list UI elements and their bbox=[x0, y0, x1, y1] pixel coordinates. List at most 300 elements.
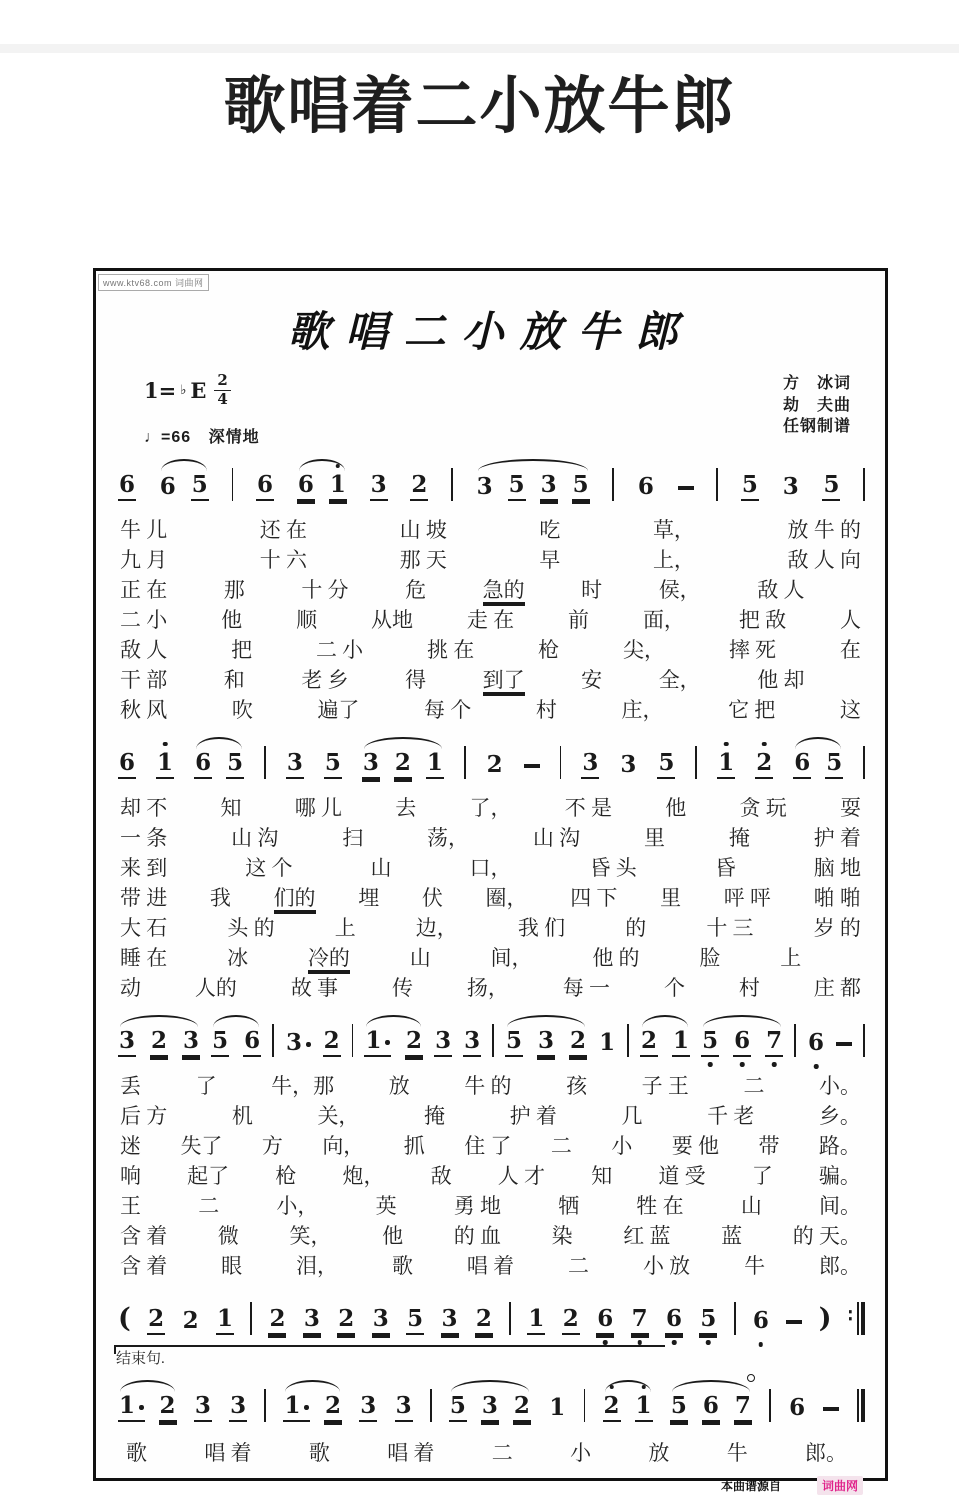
lyric-segment: 丢 bbox=[120, 1073, 141, 1098]
lyric-segment: 山 坡 bbox=[399, 517, 447, 542]
lyric-segment: 了 bbox=[751, 1163, 773, 1188]
lyric-segment: 吹 bbox=[231, 697, 253, 722]
lyric-underlined: 急的 bbox=[482, 577, 525, 602]
lyric-segment: 孩 bbox=[566, 1073, 588, 1098]
lyric-segment: 岁 的 bbox=[813, 915, 861, 940]
lyric-segment: 路。 bbox=[818, 1133, 861, 1158]
lyric-segment: 牺 bbox=[558, 1193, 580, 1218]
bar-line bbox=[734, 1302, 736, 1335]
duration-dash bbox=[678, 486, 694, 489]
lyric-segment: 一 条 bbox=[120, 825, 168, 850]
music-note: 6 bbox=[665, 1307, 683, 1335]
lyrics-block-3 bbox=[104, 1061, 877, 1281]
music-note: 6 bbox=[789, 1393, 806, 1421]
lyric-segment: 牛 bbox=[726, 1440, 748, 1465]
lyric-segment: 里 bbox=[643, 825, 665, 850]
note-group bbox=[793, 748, 843, 779]
final-bar-line bbox=[857, 1389, 865, 1422]
page-title: 歌唱着二小放牛郎 bbox=[223, 72, 736, 141]
music-note: 1 bbox=[599, 1028, 616, 1056]
lyric-segment: 扫 bbox=[342, 825, 364, 850]
lyric-segment: 二 bbox=[743, 1073, 765, 1098]
music-note: 6 bbox=[256, 473, 274, 501]
lyric-segment: 含 着 bbox=[120, 1253, 168, 1278]
music-note: 1 bbox=[118, 1394, 145, 1422]
lyric-segment: 唱 着 bbox=[387, 1440, 435, 1465]
music-note: 6 bbox=[118, 751, 136, 779]
lyric-segment: 上 bbox=[334, 915, 356, 940]
music-note: 1 bbox=[635, 1394, 653, 1422]
music-note: 3 bbox=[286, 751, 304, 779]
music-note: 6 bbox=[702, 1394, 720, 1422]
music-note: 3 bbox=[434, 1029, 452, 1057]
lyric-segment: 来 到 bbox=[120, 855, 168, 880]
music-note: 3 bbox=[540, 473, 558, 501]
lyric-segment: 顺 bbox=[296, 607, 318, 632]
lyric-segment: 牛 儿 bbox=[120, 517, 168, 542]
music-note: 3 bbox=[372, 1307, 390, 1335]
bar-line bbox=[492, 1024, 494, 1057]
lyric-segment: 前 bbox=[568, 607, 590, 632]
music-note: 5 bbox=[508, 473, 526, 501]
music-note: 3 bbox=[441, 1307, 459, 1335]
lyric-segment: 呯 呯 bbox=[723, 885, 771, 910]
lyric-segment: 草， bbox=[652, 517, 695, 542]
music-note: 1 bbox=[283, 1394, 310, 1422]
bar-line bbox=[264, 1389, 266, 1422]
music-note: 5 bbox=[406, 1307, 424, 1335]
octave-dot-above bbox=[609, 1385, 614, 1390]
music-note: 5 bbox=[657, 751, 675, 779]
lyric-segment: 脸 bbox=[699, 945, 721, 970]
augmentation-dot bbox=[306, 1042, 311, 1047]
lyric-segment: 十 三 bbox=[706, 915, 754, 940]
lyric-segment: 得 bbox=[405, 667, 427, 692]
music-note: 3 bbox=[581, 751, 599, 779]
octave-dot-below bbox=[772, 1062, 777, 1067]
meta-row bbox=[104, 359, 877, 447]
lyric-row bbox=[120, 635, 861, 665]
octave-dot-below bbox=[706, 1340, 711, 1345]
lyric-segment: 遍了 bbox=[317, 697, 360, 722]
lyric-segment: 大 石 bbox=[120, 915, 168, 940]
music-note: 1 bbox=[329, 473, 347, 501]
lyric-segment: 二 bbox=[491, 1440, 513, 1465]
lyric-segment: 贪 玩 bbox=[739, 795, 787, 820]
lyric-segment: 后 方 bbox=[120, 1103, 168, 1128]
lyric-segment: 人 才 bbox=[497, 1163, 546, 1188]
duration-dash bbox=[524, 764, 540, 767]
lyric-segment: 把 敌 bbox=[738, 607, 787, 632]
lyric-segment: 他 bbox=[382, 1223, 404, 1248]
lyric-segment: 小， bbox=[276, 1193, 319, 1218]
lyric-segment: 他 的 bbox=[592, 945, 640, 970]
flat-sign: ♭ bbox=[180, 382, 187, 398]
lyric-segment: 尖， bbox=[622, 637, 665, 662]
lyric-segment: 骗。 bbox=[818, 1163, 861, 1188]
ending-label: 结束句. bbox=[116, 1350, 165, 1367]
music-note: 1 bbox=[156, 751, 174, 779]
lyric-segment: 头 的 bbox=[227, 915, 275, 940]
music-note: 6 bbox=[733, 1029, 751, 1057]
lyric-row bbox=[120, 1161, 861, 1191]
music-note: 3 bbox=[370, 473, 388, 501]
lyric-segment: 口， bbox=[469, 855, 512, 880]
music-note: 1 bbox=[672, 1029, 690, 1057]
augmentation-dot bbox=[304, 1405, 309, 1410]
music-note: 3 bbox=[285, 1031, 312, 1057]
lyrics-block-1 bbox=[104, 505, 877, 725]
music-note: 3 bbox=[229, 1394, 247, 1422]
lyric-segment: 护 着 bbox=[813, 825, 861, 850]
lyric-segment: 那 天 bbox=[399, 547, 447, 572]
lyric-segment: 上 bbox=[780, 945, 802, 970]
lyricist-credit: 方 冰词 bbox=[782, 375, 851, 392]
lyric-segment: 染 bbox=[551, 1223, 573, 1248]
lyric-segment: 村 bbox=[535, 697, 557, 722]
music-note: 5 bbox=[741, 473, 759, 501]
lyric-segment: 吃 bbox=[539, 517, 561, 542]
music-note: 6 bbox=[194, 751, 212, 779]
lyric-segment: 王 bbox=[120, 1193, 141, 1218]
lyric-segment: 的 血 bbox=[453, 1223, 501, 1248]
music-note: 5 bbox=[191, 473, 209, 501]
music-note: 5 bbox=[449, 1394, 467, 1422]
bar-line bbox=[232, 468, 234, 501]
bar-line bbox=[250, 1302, 252, 1335]
music-note: 3 bbox=[395, 1394, 413, 1422]
music-note: 2 bbox=[159, 1394, 177, 1422]
lyric-segment: 了， bbox=[469, 795, 512, 820]
lyric-segment: 干 部 bbox=[120, 667, 168, 692]
lyric-segment: 传 bbox=[391, 975, 413, 1000]
bar-line bbox=[863, 468, 865, 501]
time-signature: $\frac{2}{4}$ bbox=[214, 373, 230, 408]
lyric-row bbox=[120, 883, 861, 913]
lyric-underlined: 到了 bbox=[482, 667, 525, 692]
bar-line bbox=[509, 1302, 511, 1335]
music-note: 3 bbox=[362, 751, 380, 779]
lyric-segment: 歌 bbox=[391, 1253, 413, 1278]
lyric-row bbox=[120, 665, 861, 695]
music-note: 3 bbox=[359, 1394, 377, 1422]
bar-line bbox=[769, 1389, 771, 1422]
lyric-segment: 机 bbox=[231, 1103, 253, 1128]
lyric-segment: 放 bbox=[388, 1073, 410, 1098]
music-note: 1 bbox=[364, 1029, 391, 1057]
lyric-segment: 小。 bbox=[819, 1073, 861, 1098]
lyric-row bbox=[120, 1071, 861, 1101]
music-note: 3 bbox=[194, 1394, 212, 1422]
open-paren: ( bbox=[118, 1302, 131, 1334]
lyric-segment: 千 老 bbox=[707, 1103, 755, 1128]
lyric-row bbox=[120, 1221, 861, 1251]
music-note: 2 bbox=[337, 1307, 355, 1335]
note-group bbox=[505, 1026, 587, 1057]
lyric-segment: 知 bbox=[220, 795, 242, 820]
lyric-segment: 牛，那 bbox=[271, 1073, 335, 1098]
lyric-segment: 笑， bbox=[289, 1223, 332, 1248]
lyric-segment: 几 bbox=[621, 1103, 643, 1128]
music-note: 7 bbox=[631, 1307, 649, 1335]
music-note: 6 bbox=[752, 1309, 770, 1335]
lyric-segment: 失了 bbox=[180, 1133, 223, 1158]
music-note: 2 bbox=[640, 1029, 658, 1057]
expression-mark: 深情地 bbox=[208, 428, 260, 446]
notation-line-5 bbox=[104, 1368, 877, 1426]
lyric-segment: 上， bbox=[652, 547, 695, 572]
lyric-segment: 山 沟 bbox=[231, 825, 279, 850]
lyric-segment: 唱 着 bbox=[204, 1440, 252, 1465]
lyric-segment: 泪， bbox=[296, 1253, 339, 1278]
lyric-segment: 不 是 bbox=[564, 795, 612, 820]
lyric-segment: 安 bbox=[581, 667, 603, 692]
lyric-segment: 要 他 bbox=[671, 1133, 719, 1158]
lyric-row bbox=[120, 1101, 861, 1131]
music-note: 2 bbox=[150, 1029, 168, 1057]
lyric-row bbox=[120, 695, 861, 725]
music-note: 2 bbox=[486, 750, 503, 778]
lyric-segment: 正 在 bbox=[120, 577, 168, 602]
lyric-row bbox=[120, 913, 861, 943]
bar-line bbox=[612, 468, 614, 501]
repeat-dots: ∶ bbox=[847, 1304, 853, 1327]
music-note: 5 bbox=[699, 1307, 717, 1335]
music-note: 2 bbox=[569, 1029, 587, 1057]
notation-line-3 bbox=[104, 1003, 877, 1061]
lyric-segment: 老 乡 bbox=[301, 667, 349, 692]
lyric-segment: 放 牛 的 bbox=[787, 517, 861, 542]
music-note: 6 bbox=[793, 751, 811, 779]
lyric-segment: 在 bbox=[839, 637, 861, 662]
lyric-segment: 山 bbox=[370, 855, 392, 880]
lyric-segment: 睡 在 bbox=[120, 945, 168, 970]
duration-dash bbox=[823, 1407, 839, 1410]
music-note: 2 bbox=[562, 1307, 580, 1335]
lyric-segment: 小 bbox=[611, 1133, 633, 1158]
bar-line bbox=[264, 746, 266, 779]
lyric-row bbox=[120, 823, 861, 853]
note-group bbox=[640, 1026, 690, 1057]
bar-line bbox=[627, 1024, 629, 1057]
music-note: 2 bbox=[324, 1394, 342, 1422]
ending-bracket bbox=[114, 1345, 665, 1368]
music-note: 5 bbox=[324, 751, 342, 779]
lyric-segment: 全， bbox=[658, 667, 701, 692]
lyric-segment: 含 着 bbox=[120, 1223, 168, 1248]
key-signature bbox=[144, 373, 260, 408]
bar-line bbox=[430, 1389, 432, 1422]
bar-line bbox=[451, 468, 453, 501]
bar-line bbox=[352, 1024, 354, 1057]
bar-line bbox=[464, 746, 466, 779]
music-note: 7 bbox=[765, 1029, 783, 1057]
notation-line-2 bbox=[104, 725, 877, 783]
lyric-segment: 每 一 bbox=[562, 975, 611, 1000]
lyric-segment: 炮， bbox=[342, 1163, 385, 1188]
octave-dot-below bbox=[672, 1340, 677, 1345]
octave-dot-above bbox=[163, 742, 168, 747]
top-divider-band bbox=[0, 44, 959, 53]
lyric-segment: 人的 bbox=[194, 975, 237, 1000]
lyric-segment: 圈， bbox=[485, 885, 528, 910]
lyric-row bbox=[120, 605, 861, 635]
note-group bbox=[449, 1391, 531, 1422]
lyric-segment: 动 bbox=[120, 975, 141, 1000]
lyrics-block-2 bbox=[104, 783, 877, 1003]
lyric-segment: 微 bbox=[217, 1223, 239, 1248]
music-note: 5 bbox=[572, 473, 590, 501]
lyric-segment: 把 bbox=[231, 637, 253, 662]
lyric-row bbox=[120, 545, 861, 575]
notation-line-1 bbox=[104, 447, 877, 505]
lyric-segment: 它 把 bbox=[728, 697, 776, 722]
music-note: 2 bbox=[405, 1029, 423, 1057]
note-group bbox=[159, 470, 209, 501]
music-note: 3 bbox=[782, 472, 799, 500]
note-group bbox=[670, 1391, 752, 1422]
lyric-segment: 边， bbox=[415, 915, 458, 940]
music-note: 6 bbox=[637, 472, 654, 500]
bar-line bbox=[560, 746, 562, 779]
lyric-segment: 的 bbox=[625, 915, 647, 940]
source-site-link[interactable]: 词曲网 bbox=[817, 1476, 863, 1495]
lyric-row bbox=[120, 853, 861, 883]
lyric-row bbox=[120, 1191, 861, 1221]
note-group bbox=[118, 1391, 177, 1422]
lyric-segment: 道 受 bbox=[658, 1163, 706, 1188]
lyric-segment: 却 不 bbox=[120, 795, 168, 820]
octave-dot-above bbox=[762, 742, 767, 747]
repeat-sign bbox=[848, 1302, 865, 1335]
bar-line bbox=[716, 468, 718, 501]
music-note: 3 bbox=[118, 1029, 136, 1057]
metronome-mark: ♩=66 bbox=[144, 428, 192, 446]
lyric-segment: 了 bbox=[195, 1073, 217, 1098]
lyric-segment: 二 bbox=[550, 1133, 572, 1158]
lyric-segment: 枪 bbox=[275, 1163, 297, 1188]
lyric-segment bbox=[308, 943, 350, 973]
lyric-segment: 摔 死 bbox=[728, 637, 777, 662]
lyric-segment: 这 bbox=[839, 697, 861, 722]
lyric-row bbox=[120, 1251, 861, 1281]
music-note: 2 bbox=[182, 1306, 199, 1334]
music-note: 5 bbox=[822, 473, 840, 501]
lyric-segment: 放 bbox=[648, 1440, 670, 1465]
lyric-row bbox=[120, 943, 861, 973]
lyric-segment: 秋 风 bbox=[120, 697, 168, 722]
music-note: 2 bbox=[323, 1029, 341, 1057]
music-note: 3 bbox=[463, 1029, 481, 1057]
bar-line bbox=[863, 1024, 865, 1057]
music-note: 6 bbox=[596, 1307, 614, 1335]
lyric-segment: 他 bbox=[665, 795, 687, 820]
note-group bbox=[283, 1391, 342, 1422]
lyric-segment: 伏 bbox=[421, 885, 443, 910]
repeat-bar-line bbox=[857, 1302, 865, 1335]
lyric-segment: 带 bbox=[758, 1133, 780, 1158]
lyric-segment: 埋 bbox=[358, 885, 380, 910]
composer-credit: 劫 夫曲 bbox=[782, 396, 851, 414]
source-label: 本曲谱源自 bbox=[720, 1478, 781, 1493]
lyric-segment: 我 bbox=[209, 885, 231, 910]
octave-dot-below bbox=[708, 1062, 713, 1067]
lyric-segment: 侯， bbox=[658, 577, 701, 602]
lyric-segment: 蓝 bbox=[721, 1223, 743, 1248]
lyric-segment: 唱 着 bbox=[466, 1253, 515, 1278]
lyric-segment: 故 事 bbox=[290, 975, 339, 1000]
lyric-segment: 庄， bbox=[621, 697, 664, 722]
lyric-row bbox=[120, 575, 861, 605]
lyric-segment: 山 沟 bbox=[532, 825, 581, 850]
octave-dot-above bbox=[641, 1385, 646, 1390]
lyric-segment: 间， bbox=[490, 945, 533, 970]
lyric-segment: 二 小 bbox=[120, 607, 168, 632]
lyric-segment: 歌 bbox=[126, 1440, 147, 1465]
lyric-segment: 挑 在 bbox=[427, 637, 475, 662]
music-note: 5 bbox=[670, 1394, 688, 1422]
music-note: 6 bbox=[807, 1031, 825, 1057]
lyric-segment: 敌 人 bbox=[120, 637, 168, 662]
music-note: 2 bbox=[475, 1307, 493, 1335]
lyric-segment: 昏 头 bbox=[589, 855, 637, 880]
lyric-segment: 那 bbox=[223, 577, 245, 602]
note-group bbox=[118, 1026, 200, 1057]
lyric-row bbox=[120, 793, 861, 823]
music-note: 2 bbox=[513, 1394, 531, 1422]
lyric-segment: 山 bbox=[740, 1193, 762, 1218]
lyric-segment: 子 王 bbox=[641, 1073, 689, 1098]
lyric-segment: 方 bbox=[261, 1133, 283, 1158]
music-note: 3 bbox=[537, 1029, 555, 1057]
lyric-segment: 牛 bbox=[744, 1253, 766, 1278]
music-note: 3 bbox=[303, 1307, 321, 1335]
lyric-segment: 脑 地 bbox=[813, 855, 861, 880]
music-note: 7 bbox=[734, 1394, 752, 1422]
music-note: 5 bbox=[701, 1029, 719, 1057]
lyric-segment bbox=[483, 665, 525, 695]
lyric-segment: 关， bbox=[317, 1103, 360, 1128]
lyric-segment: 敌 人 向 bbox=[787, 547, 861, 572]
bar-line bbox=[794, 1024, 796, 1057]
octave-dot-above bbox=[336, 464, 341, 469]
music-note: 1 bbox=[426, 751, 444, 779]
lyric-segment: 英 bbox=[375, 1193, 397, 1218]
music-note: 2 bbox=[268, 1307, 286, 1335]
music-note: 2 bbox=[394, 751, 412, 779]
lyric-underlined: 冷的 bbox=[307, 945, 350, 970]
music-note: 5 bbox=[825, 751, 843, 779]
lyric-segment: 住 了 bbox=[464, 1133, 512, 1158]
lyric-segment: 他 却 bbox=[757, 667, 805, 692]
bar-line bbox=[695, 746, 697, 779]
lyric-segment: 这 个 bbox=[245, 855, 293, 880]
note-group bbox=[211, 1026, 261, 1057]
lyric-segment: 护 着 bbox=[509, 1103, 557, 1128]
bar-line bbox=[584, 1389, 586, 1422]
lyric-segment: 牲 在 bbox=[636, 1193, 684, 1218]
lyric-segment: 小 bbox=[570, 1440, 592, 1465]
duration-dash bbox=[786, 1320, 802, 1323]
lyric-segment: 荡， bbox=[427, 825, 470, 850]
lyric-segment: 时 bbox=[581, 577, 603, 602]
lyric-segment: 眼 bbox=[221, 1253, 243, 1278]
music-note: 5 bbox=[226, 751, 244, 779]
lyric-row bbox=[120, 515, 861, 545]
music-note: 2 bbox=[603, 1394, 621, 1422]
lyric-segment: 红 蓝 bbox=[623, 1223, 671, 1248]
music-note: 5 bbox=[505, 1029, 523, 1057]
